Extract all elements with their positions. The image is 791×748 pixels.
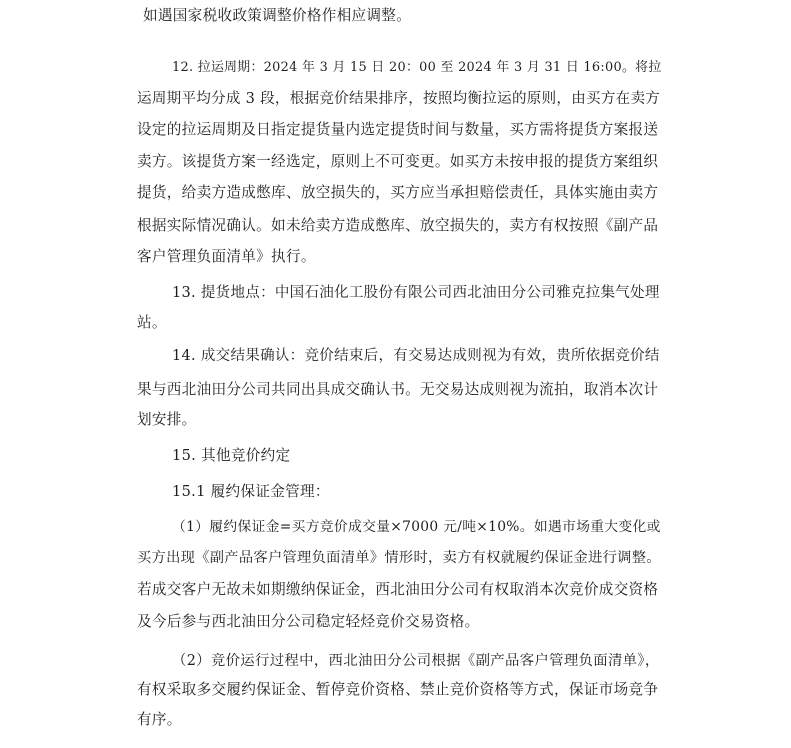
text-line: 15. 其他竞价约定 [172, 447, 291, 464]
text-line: 如遇国家税收政策调整价格作相应调整。 [143, 7, 412, 24]
text-line: 若成交客户无故未如期缴纳保证金，西北油田分公司有权取消本次竞价成交资格 [137, 581, 659, 598]
text-line: 客户管理负面清单》执行。 [137, 248, 316, 265]
text-line: 买方出现《副产品客户管理负面清单》情形时，卖方有权就履约保证金进行调整。 [137, 550, 661, 566]
text-line: 有权采取多交履约保证金、暂停竞价资格、禁止竞价资格等方式，保证市场竞争 [137, 681, 659, 698]
text-line: 卖方。该提货方案一经选定，原则上不可变更。如买方未按申报的提货方案组织 [137, 153, 659, 170]
text-line: 15.1 履约保证金管理： [172, 483, 330, 500]
text-line: 有序。 [137, 711, 182, 728]
text-line: （1）履约保证金=买方竞价成交量×7000 元/吨×10%。如遇市场重大变化或 [172, 519, 661, 535]
text-line: 划安排。 [137, 411, 197, 428]
text-line: 13. 提货地点：中国石油化工股份有限公司西北油田分公司雅克拉集气处理 [172, 285, 660, 301]
text-line: 及今后参与西北油田分公司稳定轻烃竞价交易资格。 [137, 613, 480, 630]
text-line: 根据实际情况确认。如未给卖方造成憋库、放空损失的，卖方有权按照《副产品 [137, 217, 659, 234]
text-line: （2）竞价运行过程中，西北油田分公司根据《副产品客户管理负面清单》， [172, 653, 660, 669]
text-line: 站。 [137, 314, 167, 331]
text-line: 12. 拉运周期：2024 年 3 月 15 日 20：00 至 2024 年 3 月 31 日 16:00。将拉 [172, 60, 662, 75]
text-line: 运周期平均分成 3 段，根据竞价结果排序，按照均衡拉运的原则，由买方在卖方 [137, 91, 661, 107]
text-line: 提货，给卖方造成憋库、放空损失的，买方应当承担赔偿责任，具体实施由卖方 [137, 184, 659, 201]
text-line: 设定的拉运周期及日指定提货量内选定提货时间与数量，买方需将提货方案报送 [137, 121, 659, 138]
text-line: 14. 成交结果确认：竞价结束后，有交易达成则视为有效，贵所依据竞价结 [172, 348, 660, 364]
text-line: 果与西北油田分公司共同出具成交确认书。无交易达成则视为流拍，取消本次计 [137, 381, 659, 398]
